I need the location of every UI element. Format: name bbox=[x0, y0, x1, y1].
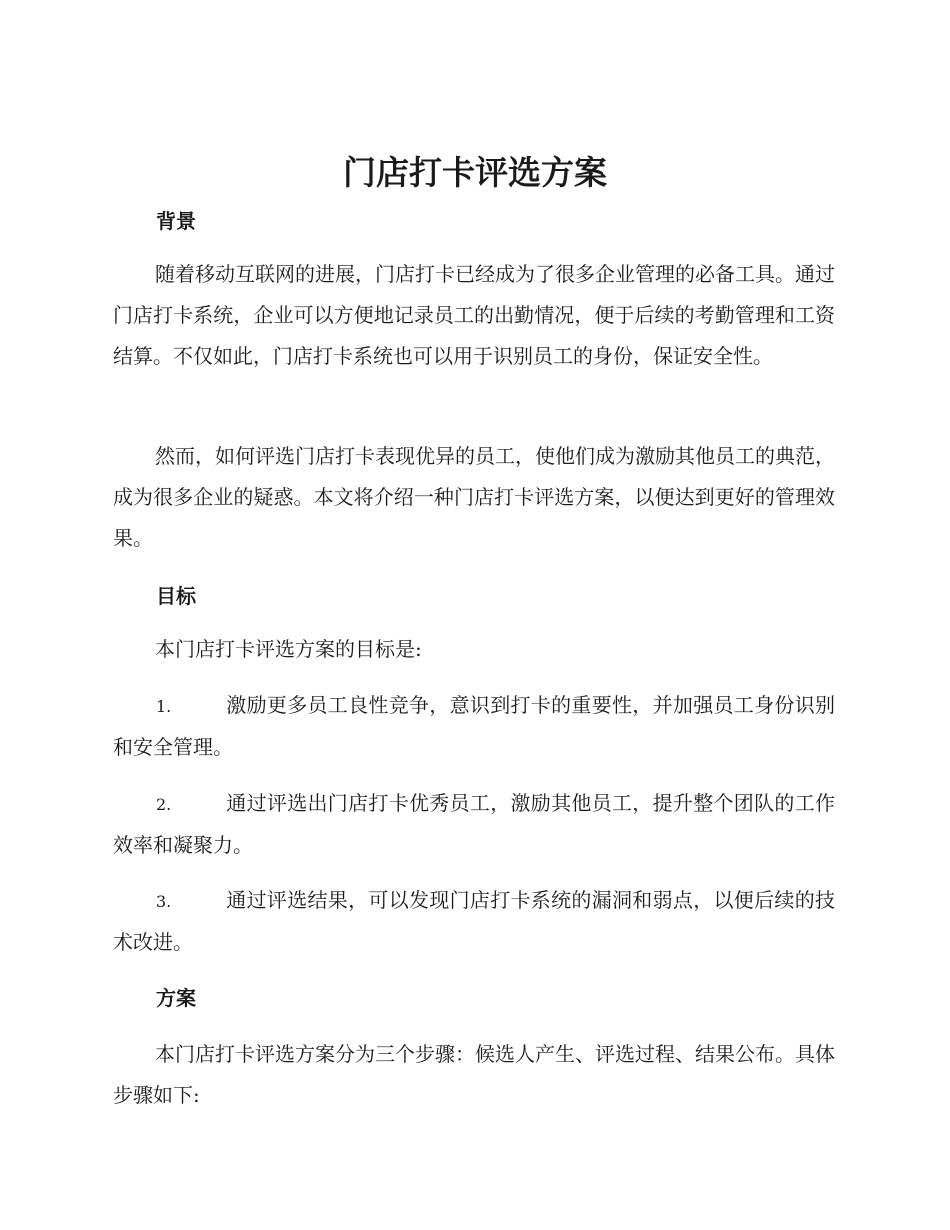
document-title: 门店打卡评选方案 bbox=[343, 153, 607, 192]
goal-list-text: 激励更多员工良性竞争，意识到打卡的重要性，并加强员工身份识别和安全管理。 bbox=[113, 693, 835, 759]
goal-list-number: 1. bbox=[156, 697, 172, 716]
section-heading-plan: 方案 bbox=[156, 986, 196, 1010]
section-heading-goals: 目标 bbox=[156, 584, 196, 608]
background-paragraph-2: 然而，如何评选门店打卡表现优异的员工，使他们成为激励其他员工的典范，成为很多企业的疑惑。本文将介绍一种门店打卡评选方案，以便达到更好的管理效果。 bbox=[113, 444, 835, 550]
section-heading-background: 背景 bbox=[156, 209, 196, 233]
goal-list-number: 3. bbox=[156, 892, 172, 911]
goal-list-number: 2. bbox=[156, 795, 172, 814]
goal-list-text: 通过评选出门店打卡优秀员工，激励其他员工，提升整个团队的工作效率和凝聚力。 bbox=[113, 791, 835, 857]
background-paragraph-1: 随着移动互联网的进展，门店打卡已经成为了很多企业管理的必备工具。通过门店打卡系统，企业可以方便地记录员工的出勤情况，便于后续的考勤管理和工资结算。不仅如此，门店打卡系统也可以用于识别员工的身份，保证安全性。 bbox=[113, 262, 835, 368]
goal-list-text: 通过评选结果，可以发现门店打卡系统的漏洞和弱点，以便后续的技术改进。 bbox=[113, 888, 835, 954]
goals-intro: 本门店打卡评选方案的目标是: bbox=[155, 637, 422, 661]
goal-list-item bbox=[113, 783, 835, 866]
plan-paragraph-1: 本门店打卡评选方案分为三个步骤：候选人产生、评选过程、结果公布。具体步骤如下: bbox=[113, 1042, 835, 1107]
goal-list-item bbox=[113, 685, 835, 768]
goal-list-item bbox=[113, 880, 835, 963]
